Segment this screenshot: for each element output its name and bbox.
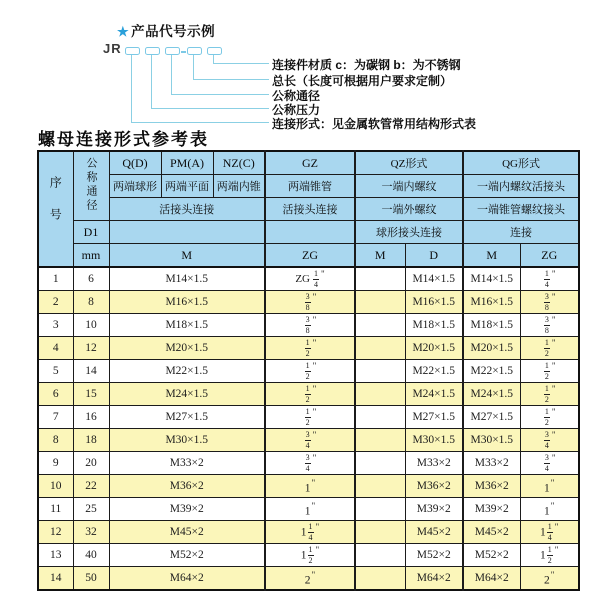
cell-m: M64×2 bbox=[109, 567, 265, 591]
header-nz-sub: 两端内锥 bbox=[213, 175, 265, 198]
header-mm: mm bbox=[73, 244, 109, 268]
cell-m: M52×2 bbox=[109, 544, 265, 567]
cell-qg-zg: $\frac{1}{4}$ " bbox=[520, 267, 579, 291]
cell-qz-d: M36×2 bbox=[405, 475, 463, 498]
cell-zg: $\frac{3}{8}$ " bbox=[265, 291, 355, 314]
cell-dn: 8 bbox=[73, 291, 109, 314]
cell-qg-m: M14×1.5 bbox=[463, 267, 520, 291]
cell-qz-m bbox=[355, 291, 405, 314]
callout-line-5 bbox=[131, 55, 269, 123]
cell-dn: 25 bbox=[73, 498, 109, 521]
callout-label-material: 连接件材质 c：为碳钢 b：为不锈钢 bbox=[272, 58, 461, 72]
header-empty-gz bbox=[265, 221, 355, 244]
cell-zg: 1 $\frac{1}{2}$ " bbox=[265, 544, 355, 567]
code-box-5 bbox=[207, 47, 222, 55]
callout-label-pressure: 公称压力 bbox=[272, 103, 321, 117]
table-row bbox=[38, 452, 579, 475]
table-row bbox=[38, 475, 579, 498]
table-row bbox=[38, 267, 579, 291]
cell-qg-m: M22×1.5 bbox=[463, 360, 520, 383]
cell-qz-m bbox=[355, 406, 405, 429]
table-row bbox=[38, 291, 579, 314]
cell-qz-d: M27×1.5 bbox=[405, 406, 463, 429]
header-seq: 序号 bbox=[38, 151, 73, 267]
header-row-1 bbox=[38, 151, 579, 175]
header-d1: D1 bbox=[73, 221, 109, 244]
cell-seq: 10 bbox=[38, 475, 73, 498]
table-row bbox=[38, 314, 579, 337]
cell-m: M20×1.5 bbox=[109, 337, 265, 360]
header-gz-sub: 两端锥管 bbox=[265, 175, 355, 198]
cell-qg-zg: $\frac{1}{2}$ " bbox=[520, 406, 579, 429]
header-pm-sub: 两端平面 bbox=[161, 175, 213, 198]
cell-seq: 13 bbox=[38, 544, 73, 567]
cell-qz-m bbox=[355, 337, 405, 360]
cell-dn: 6 bbox=[73, 267, 109, 291]
header-col-pm: PM(A) bbox=[161, 151, 213, 175]
cell-qg-zg: $\frac{1}{2}$ " bbox=[520, 383, 579, 406]
cell-dn: 14 bbox=[73, 360, 109, 383]
cell-zg: $\frac{3}{8}$ " bbox=[265, 314, 355, 337]
header-qz-sub2: 一端外螺纹 bbox=[355, 198, 463, 221]
cell-qz-m bbox=[355, 498, 405, 521]
cell-zg: $\frac{1}{2}$ " bbox=[265, 360, 355, 383]
cell-qz-m bbox=[355, 314, 405, 337]
cell-dn: 50 bbox=[73, 567, 109, 591]
cell-zg: $\frac{3}{4}$ " bbox=[265, 452, 355, 475]
cell-qz-d: M14×1.5 bbox=[405, 267, 463, 291]
cell-qg-zg: 1 $\frac{1}{2}$ " bbox=[520, 544, 579, 567]
cell-qg-zg: $\frac{3}{8}$ " bbox=[520, 291, 579, 314]
cell-seq: 9 bbox=[38, 452, 73, 475]
table-row bbox=[38, 429, 579, 452]
cell-qg-zg: 1 $\frac{1}{4}$ " bbox=[520, 521, 579, 544]
cell-qg-zg: 1" bbox=[520, 498, 579, 521]
header-m3: M bbox=[463, 244, 520, 268]
cell-qg-m: M39×2 bbox=[463, 498, 520, 521]
table-row bbox=[38, 521, 579, 544]
header-col-nz: NZ(C) bbox=[213, 151, 265, 175]
cell-zg: $\frac{1}{2}$ " bbox=[265, 406, 355, 429]
cell-m: M24×1.5 bbox=[109, 383, 265, 406]
product-code-prefix: JR bbox=[103, 41, 122, 56]
cell-qg-m: M16×1.5 bbox=[463, 291, 520, 314]
header-col-qg: QG形式 bbox=[463, 151, 579, 175]
cell-zg: ZG $\frac{1}{4}$ " bbox=[265, 267, 355, 291]
cell-seq: 12 bbox=[38, 521, 73, 544]
cell-zg: $\frac{3}{4}$ " bbox=[265, 429, 355, 452]
cell-qg-zg: $\frac{1}{2}$ " bbox=[520, 337, 579, 360]
cell-qg-m: M36×2 bbox=[463, 475, 520, 498]
cell-m: M18×1.5 bbox=[109, 314, 265, 337]
cell-qz-d: M16×1.5 bbox=[405, 291, 463, 314]
cell-seq: 1 bbox=[38, 267, 73, 291]
cell-dn: 15 bbox=[73, 383, 109, 406]
cell-m: M30×1.5 bbox=[109, 429, 265, 452]
cell-qz-d: M24×1.5 bbox=[405, 383, 463, 406]
cell-m: M22×1.5 bbox=[109, 360, 265, 383]
code-dash bbox=[181, 51, 186, 53]
cell-qg-zg: $\frac{3}{4}$ " bbox=[520, 429, 579, 452]
table-title: 螺母连接形式参考表 bbox=[38, 130, 209, 149]
cell-qg-m: M18×1.5 bbox=[463, 314, 520, 337]
header-row-3 bbox=[38, 198, 579, 221]
cell-qg-zg: 1" bbox=[520, 475, 579, 498]
cell-qz-d: M45×2 bbox=[405, 521, 463, 544]
cell-qg-zg: $\frac{3}{4}$ " bbox=[520, 452, 579, 475]
cell-seq: 3 bbox=[38, 314, 73, 337]
code-box-4 bbox=[187, 47, 202, 55]
header-gz-live-joint: 活接头连接 bbox=[265, 198, 355, 221]
cell-m: M33×2 bbox=[109, 452, 265, 475]
cell-qz-d: M18×1.5 bbox=[405, 314, 463, 337]
header-m2: M bbox=[355, 244, 405, 268]
table-row bbox=[38, 337, 579, 360]
header-row-5 bbox=[38, 244, 579, 268]
diagram-title bbox=[117, 20, 215, 40]
cell-qz-d: M20×1.5 bbox=[405, 337, 463, 360]
cell-qg-m: M64×2 bbox=[463, 567, 520, 591]
header-dn: 公称通径 bbox=[73, 151, 109, 221]
header-empty-m bbox=[109, 221, 265, 244]
cell-zg: $\frac{1}{2}$ " bbox=[265, 337, 355, 360]
header-zg3: ZG bbox=[520, 244, 579, 268]
header-qz-sub3: 球形接头连接 bbox=[355, 221, 463, 244]
header-m1: M bbox=[109, 244, 265, 268]
cell-qz-d: M22×1.5 bbox=[405, 360, 463, 383]
cell-dn: 10 bbox=[73, 314, 109, 337]
cell-zg: 2" bbox=[265, 567, 355, 591]
header-col-qz: QZ形式 bbox=[355, 151, 463, 175]
cell-qg-m: M27×1.5 bbox=[463, 406, 520, 429]
callout-label-connection: 连接形式：见金属软管常用结构形式表 bbox=[272, 117, 477, 131]
table-row bbox=[38, 544, 579, 567]
cell-qz-d: M39×2 bbox=[405, 498, 463, 521]
cell-seq: 2 bbox=[38, 291, 73, 314]
cell-qz-d: M52×2 bbox=[405, 544, 463, 567]
header-qg-sub2: 一端锥管螺纹接头 bbox=[463, 198, 579, 221]
cell-zg: 1" bbox=[265, 498, 355, 521]
cell-qg-m: M45×2 bbox=[463, 521, 520, 544]
table-row bbox=[38, 567, 579, 591]
cell-qg-zg: 2" bbox=[520, 567, 579, 591]
header-qg-sub3: 连接 bbox=[463, 221, 579, 244]
code-box-1 bbox=[125, 47, 140, 55]
header-qz-sub: 一端内螺纹 bbox=[355, 175, 463, 198]
header-row-4 bbox=[38, 221, 579, 244]
star-icon: ★ bbox=[117, 24, 130, 39]
cell-qg-m: M30×1.5 bbox=[463, 429, 520, 452]
cell-dn: 16 bbox=[73, 406, 109, 429]
cell-qz-m bbox=[355, 475, 405, 498]
code-box-2 bbox=[145, 47, 160, 55]
cell-seq: 6 bbox=[38, 383, 73, 406]
header-row-2 bbox=[38, 175, 579, 198]
header-live-joint: 活接头连接 bbox=[109, 198, 265, 221]
table-row bbox=[38, 498, 579, 521]
cell-dn: 32 bbox=[73, 521, 109, 544]
cell-qg-m: M24×1.5 bbox=[463, 383, 520, 406]
cell-qz-m bbox=[355, 452, 405, 475]
cell-seq: 11 bbox=[38, 498, 73, 521]
callout-label-diameter: 公称通径 bbox=[272, 89, 321, 103]
cell-qg-m: M52×2 bbox=[463, 544, 520, 567]
cell-m: M27×1.5 bbox=[109, 406, 265, 429]
cell-dn: 12 bbox=[73, 337, 109, 360]
cell-dn: 40 bbox=[73, 544, 109, 567]
cell-m: M14×1.5 bbox=[109, 267, 265, 291]
cell-qz-m bbox=[355, 383, 405, 406]
cell-seq: 4 bbox=[38, 337, 73, 360]
cell-qz-m bbox=[355, 429, 405, 452]
cell-zg: 1" bbox=[265, 475, 355, 498]
header-col-gz: GZ bbox=[265, 151, 355, 175]
cell-qz-m bbox=[355, 521, 405, 544]
cell-qz-m bbox=[355, 267, 405, 291]
cell-m: M39×2 bbox=[109, 498, 265, 521]
cell-qz-d: M64×2 bbox=[405, 567, 463, 591]
code-box-3 bbox=[165, 47, 180, 55]
header-d2: D bbox=[405, 244, 463, 268]
cell-seq: 7 bbox=[38, 406, 73, 429]
table-row bbox=[38, 406, 579, 429]
cell-qz-d: M33×2 bbox=[405, 452, 463, 475]
cell-m: M16×1.5 bbox=[109, 291, 265, 314]
cell-seq: 5 bbox=[38, 360, 73, 383]
header-zg1: ZG bbox=[265, 244, 355, 268]
diagram-title-text: 产品代号示例 bbox=[131, 24, 216, 39]
header-col-q: Q(D) bbox=[109, 151, 161, 175]
cell-qz-m bbox=[355, 567, 405, 591]
cell-seq: 8 bbox=[38, 429, 73, 452]
cell-qg-zg: $\frac{3}{8}$ " bbox=[520, 314, 579, 337]
cell-qz-m bbox=[355, 544, 405, 567]
cell-m: M36×2 bbox=[109, 475, 265, 498]
cell-qz-m bbox=[355, 360, 405, 383]
cell-dn: 18 bbox=[73, 429, 109, 452]
table-row bbox=[38, 383, 579, 406]
cell-m: M45×2 bbox=[109, 521, 265, 544]
cell-seq: 14 bbox=[38, 567, 73, 591]
cell-qg-m: M33×2 bbox=[463, 452, 520, 475]
callout-label-length: 总长（长度可根据用户要求定制） bbox=[272, 74, 453, 88]
table-row bbox=[38, 360, 579, 383]
header-q-sub: 两端球形 bbox=[109, 175, 161, 198]
cell-zg: 1 $\frac{1}{4}$ " bbox=[265, 521, 355, 544]
cell-zg: $\frac{1}{2}$ " bbox=[265, 383, 355, 406]
header-qg-sub: 一端内螺纹活接头 bbox=[463, 175, 579, 198]
nut-connection-table bbox=[37, 150, 580, 591]
cell-dn: 20 bbox=[73, 452, 109, 475]
cell-qg-zg: $\frac{1}{2}$ " bbox=[520, 360, 579, 383]
cell-qg-m: M20×1.5 bbox=[463, 337, 520, 360]
cell-dn: 22 bbox=[73, 475, 109, 498]
cell-qz-d: M30×1.5 bbox=[405, 429, 463, 452]
